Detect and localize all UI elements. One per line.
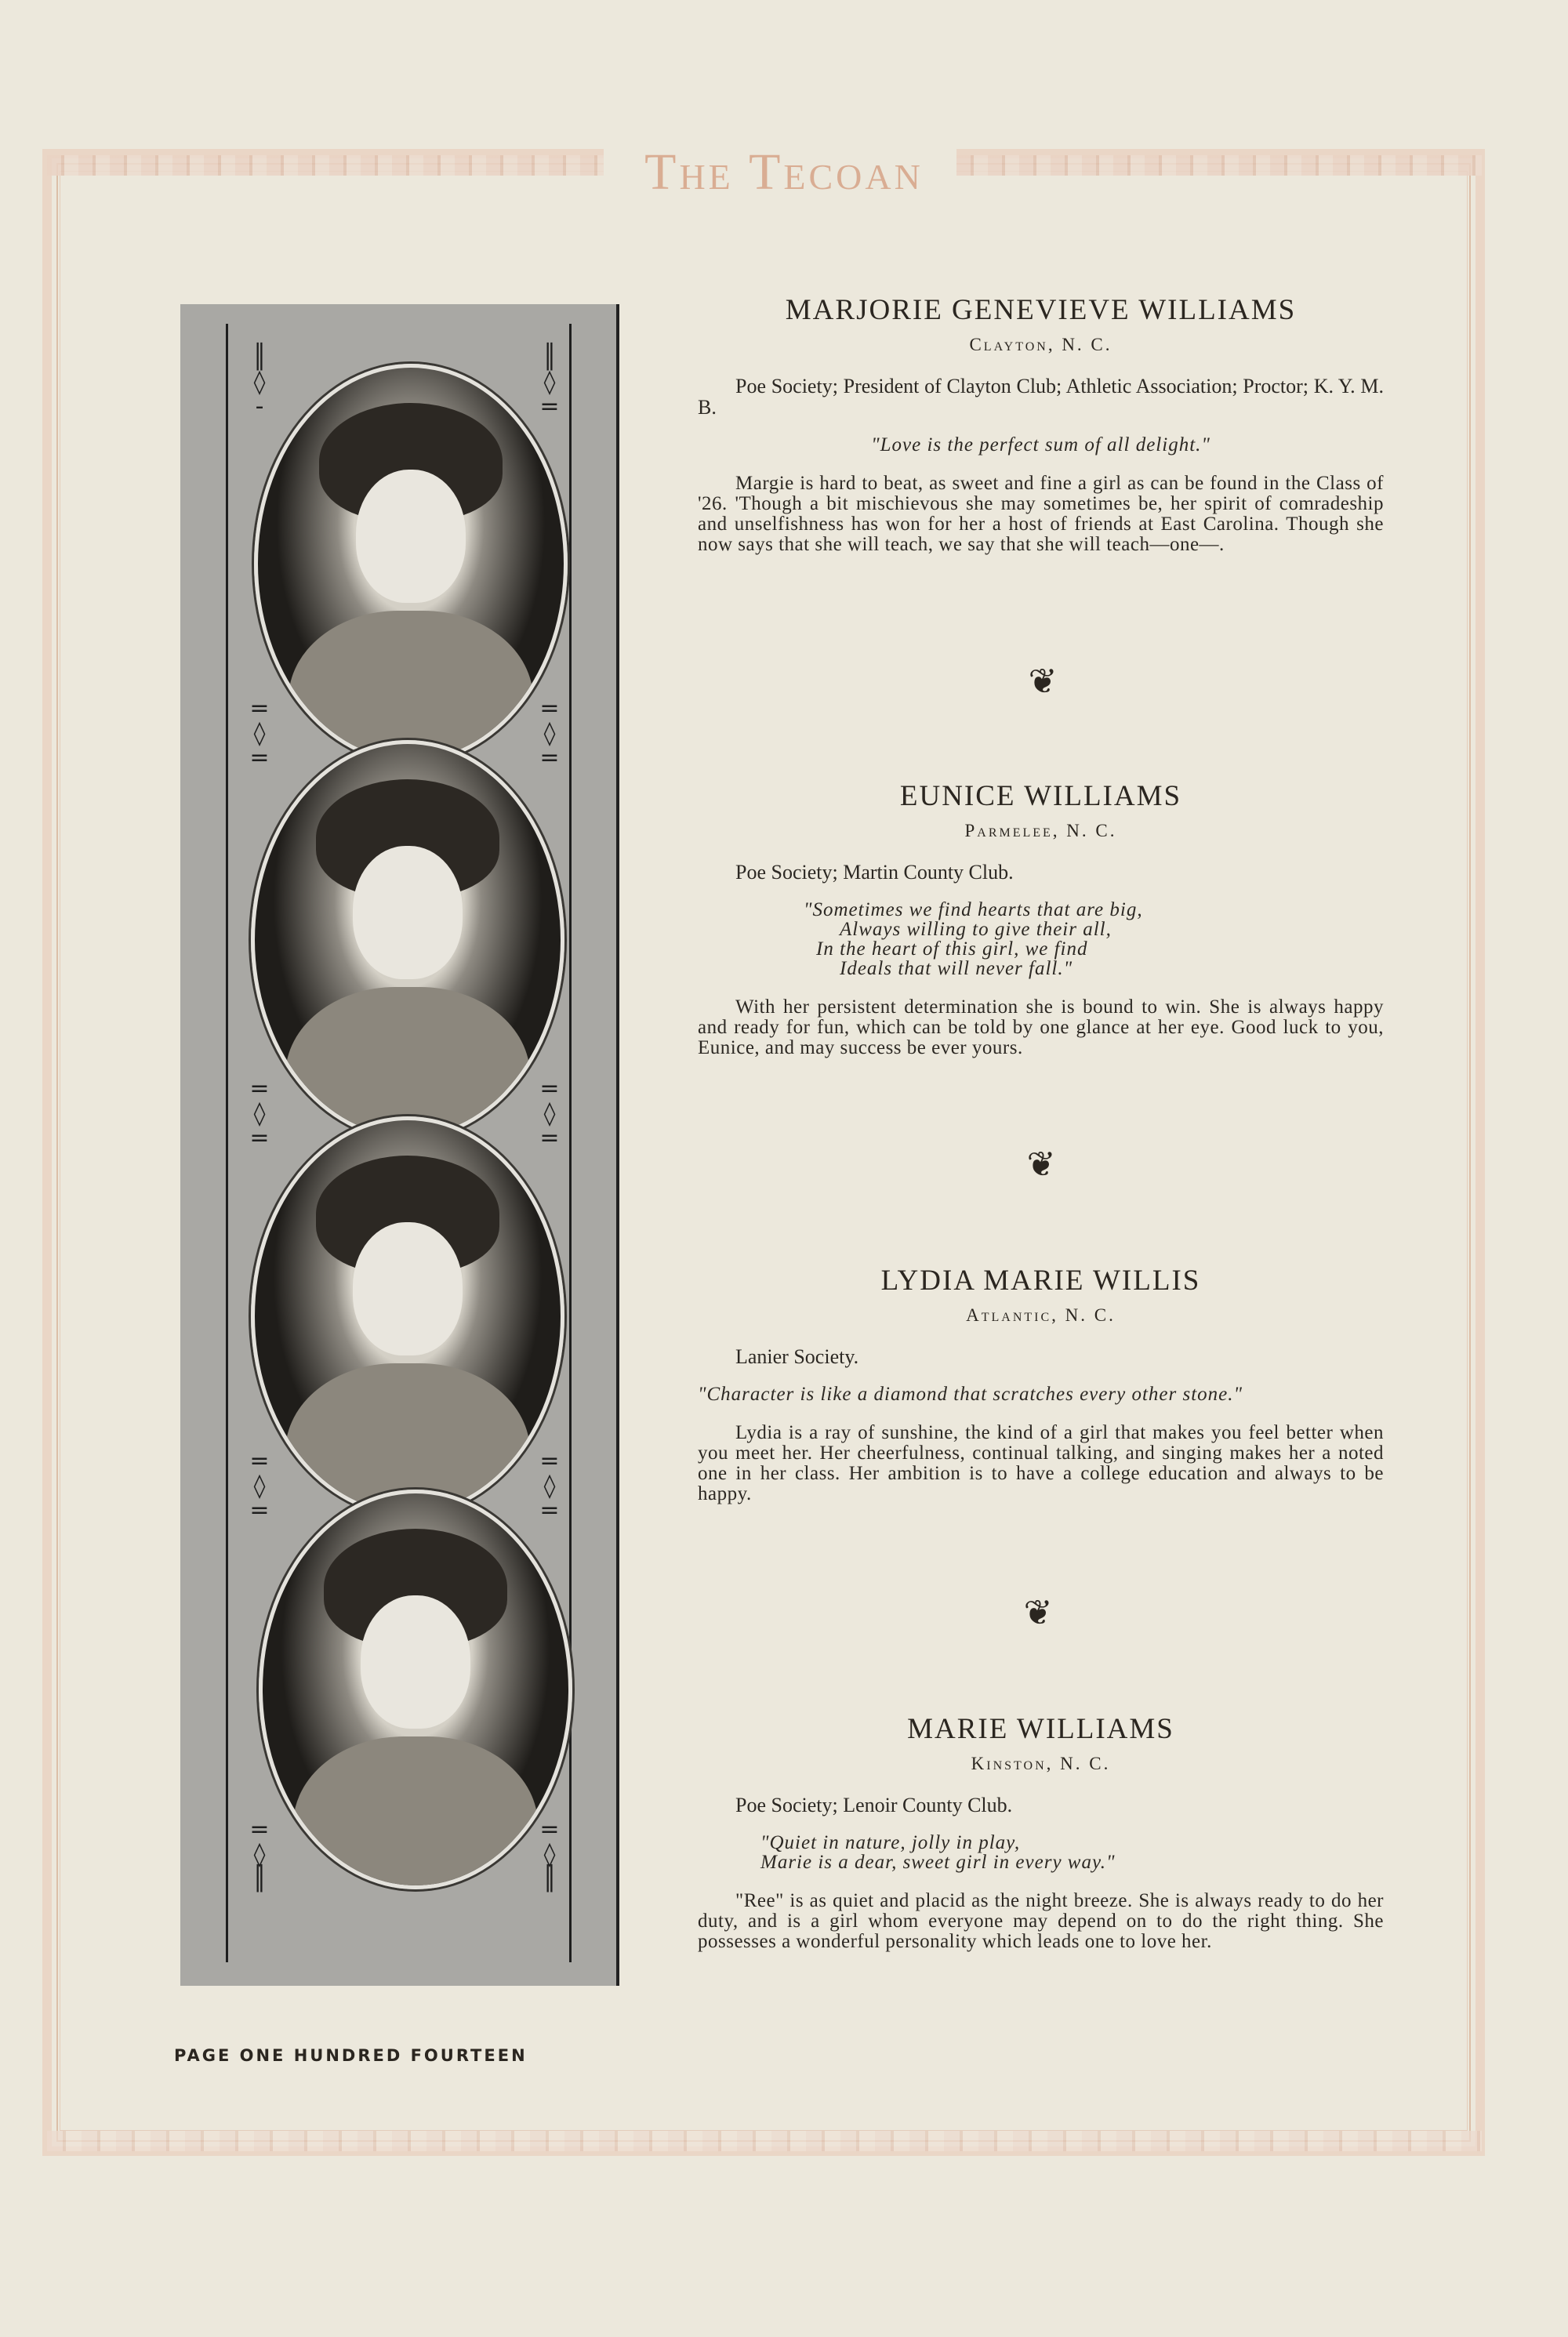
portrait-photo <box>251 1116 564 1516</box>
motto-quote <box>698 900 1384 978</box>
strip-diamond-ornament: = ◊ = <box>249 1447 270 1524</box>
quote-line: "Quiet in nature, jolly in play, <box>760 1832 1021 1853</box>
strip-diamond-ornament: = ◊ = <box>249 1075 270 1152</box>
strip-rule-left <box>226 324 228 1962</box>
portrait-photo <box>254 364 568 764</box>
activities: Lanier Society. <box>735 1345 859 1368</box>
senior-entry <box>698 293 1384 555</box>
strip-diamond-ornament: = ◊ = <box>249 695 270 771</box>
senior-entry <box>698 1264 1384 1504</box>
quote-line: Ideals that will never fall." <box>840 958 1073 979</box>
motto-quote <box>698 1833 1384 1872</box>
flower-ornament-icon: ❦ <box>1023 1593 1053 1633</box>
flower-ornament-icon: ❦ <box>1028 662 1058 702</box>
hometown: Kinston, N. C. <box>971 1754 1111 1773</box>
student-name: MARJORIE GENEVIEVE WILLIAMS <box>785 294 1297 326</box>
strip-diamond-ornament: ║ ◊ - <box>252 343 267 420</box>
quote-line: In the heart of this girl, we find <box>816 938 1088 960</box>
strip-diamond-ornament: = ◊ = <box>539 1075 560 1152</box>
student-name: MARIE WILLIAMS <box>907 1713 1174 1745</box>
activities: Poe Society; Martin County Club. <box>735 861 1014 884</box>
senior-entry <box>698 779 1384 1058</box>
flower-ornament-icon: ❦ <box>1026 1145 1056 1185</box>
footer-ornament-band <box>47 2131 1482 2151</box>
strip-diamond-ornament: = ◊ ║ <box>539 1816 560 1892</box>
hometown: Clayton, N. C. <box>969 335 1112 354</box>
quote-line: Always willing to give their all, <box>840 919 1112 940</box>
quote-line: "Sometimes we find hearts that are big, <box>804 899 1143 920</box>
hometown: Parmelee, N. C. <box>964 821 1117 840</box>
portrait-photo <box>251 740 564 1140</box>
biography: With her persistent determination she is bound to win. She is always happy and ready for fun, which can be told by one glance at her eye. Good luck to you, Eunice, and may success be ever yours. <box>698 996 1384 1058</box>
strip-diamond-ornament: = ◊ ║ <box>249 1816 270 1892</box>
biography: Lydia is a ray of sunshine, the kind of a girl that makes you feel better when you meet her. Her cheerfulness, continual talking, and singing makes her a noted one in her class. Her ambition is to have a college education and always to be happy. <box>698 1422 1384 1504</box>
strip-diamond-ornament: ║ ◊ = <box>539 343 560 420</box>
hometown: Atlantic, N. C. <box>966 1305 1116 1325</box>
strip-diamond-ornament: = ◊ = <box>539 695 560 771</box>
motto-quote: "Character is like a diamond that scratches every other stone." <box>698 1384 1243 1405</box>
running-header-title: The Tecoan <box>644 143 924 201</box>
quote-line: Marie is a dear, sweet girl in every way." <box>760 1852 1116 1873</box>
strip-diamond-ornament: = ◊ = <box>539 1447 560 1524</box>
motto-quote: "Love is the perfect sum of all delight." <box>871 434 1210 455</box>
activities: Poe Society; President of Clayton Club; Athletic Association; Proctor; K. Y. M. B. <box>698 375 1384 419</box>
biography: Margie is hard to beat, as sweet and fine a girl as can be found in the Class of '26. 'Though a bit mischievous she may sometimes be, her spirit of comradeship and unselfishness has won for her a host of friends at East Carolina. Though she now says that she will teach, we say that she will teach—one—. <box>698 473 1384 555</box>
student-name: EUNICE WILLIAMS <box>899 780 1182 812</box>
student-name: LYDIA MARIE WILLIS <box>880 1265 1201 1297</box>
senior-entry <box>698 1712 1384 1952</box>
portrait-strip <box>180 304 619 1986</box>
biography: "Ree" is as quiet and placid as the night breeze. She is always ready to do her duty, and is a girl whom everyone may depend on to do the right thing. She possesses a wonderful personality which leads one to love her. <box>698 1890 1384 1952</box>
activities: Poe Society; Lenoir County Club. <box>735 1794 1013 1816</box>
portrait-photo <box>259 1490 572 1889</box>
page-number: PAGE ONE HUNDRED FOURTEEN <box>174 2046 528 2065</box>
